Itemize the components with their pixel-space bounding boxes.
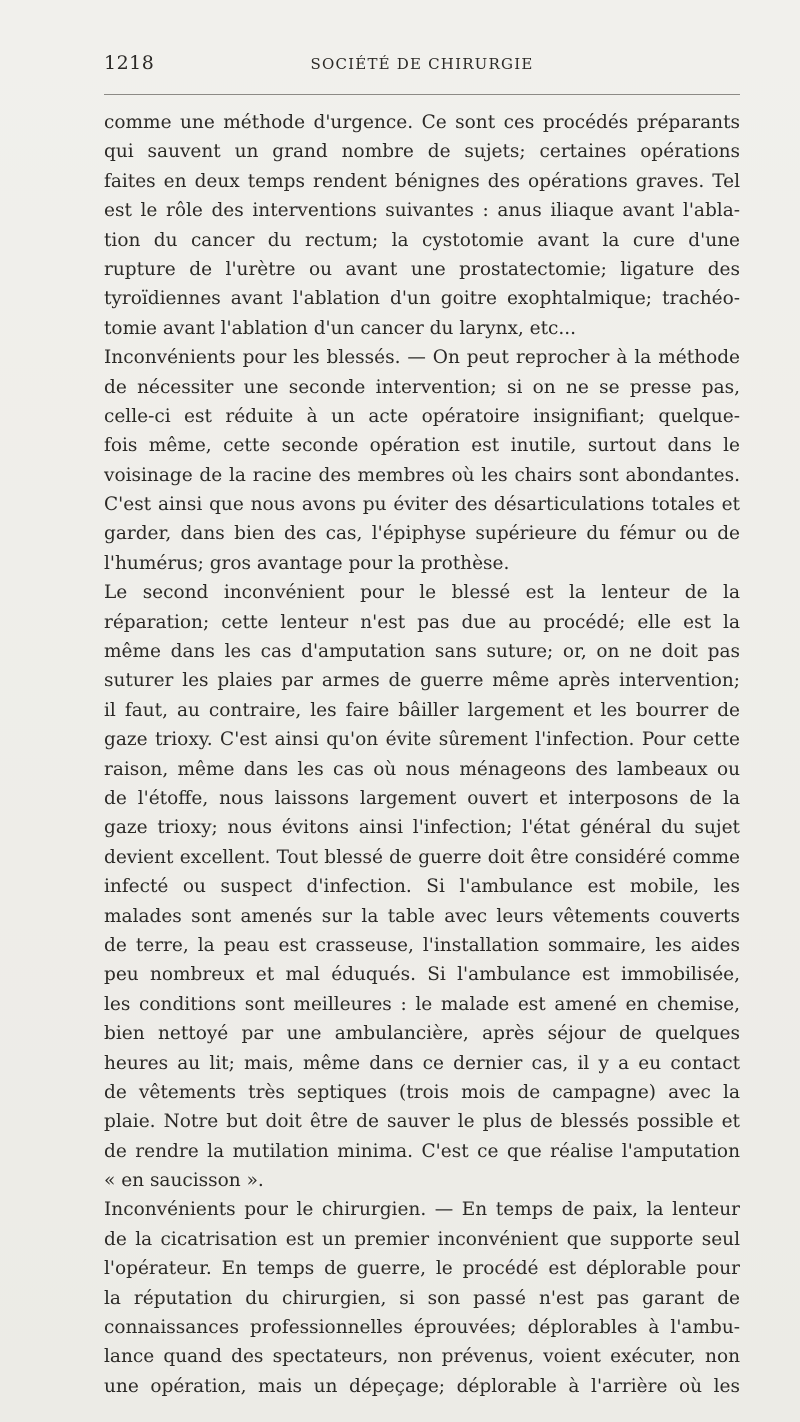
text-line: infecté ou suspect d'infection. Si l'ambulance est mobile, les xyxy=(104,876,740,898)
text-line: de vêtements très septiques (trois mois de campagne) avec la xyxy=(104,1081,740,1103)
running-title: SOCIÉTÉ DE CHIRURGIE xyxy=(310,55,534,73)
text-line: heures au lit; mais, même dans ce dernier cas, il y a eu contact xyxy=(104,1052,740,1074)
text-line: qui sauvent un grand nombre de sujets; certaines opérations xyxy=(104,141,740,163)
text-line: de l'étoffe, nous laissons largement ouvert et interposons de la xyxy=(104,787,740,809)
text-line: suturer les plaies par armes de guerre même après intervention; xyxy=(104,670,740,692)
text-line: il faut, au contraire, les faire bâiller largement et les bourrer de xyxy=(104,699,740,721)
text-line: réparation; cette lenteur n'est pas due au procédé; elle est la xyxy=(104,611,740,633)
text-line: la réputation du chirurgien, si son passé n'est pas garant de xyxy=(104,1287,740,1309)
text-line: Le second inconvénient pour le blessé est la lenteur de la xyxy=(104,582,740,604)
text-line: gaze trioxy. C'est ainsi qu'on évite sûrement l'infection. Pour cette xyxy=(104,729,740,751)
text-line: fois même, cette seconde opération est inutile, surtout dans le xyxy=(104,435,740,457)
text-line: connaissances professionnelles éprouvées; déplorables à l'ambu- xyxy=(104,1317,740,1339)
text-line: comme une méthode d'urgence. Ce sont ces procédés préparants xyxy=(104,112,740,133)
text-line: les conditions sont meilleures : le malade est amené en chemise, xyxy=(104,993,740,1015)
text-line: faites en deux temps rendent bénignes des opérations graves. Tel xyxy=(104,170,740,192)
body-text xyxy=(104,108,740,1401)
text-line: malades sont amenés sur la table avec leurs vêtements couverts xyxy=(104,905,740,927)
text-line: celle-ci est réduite à un acte opératoire insignifiant; quelque- xyxy=(104,405,740,427)
text-line: Inconvénients pour les blessés. — On peut reprocher à la méthode xyxy=(104,347,740,369)
text-line: de rendre la mutilation minima. C'est ce que réalise l'amputation xyxy=(104,1140,740,1162)
text-line: voisinage de la racine des membres où les chairs sont abondantes. xyxy=(104,464,740,486)
text-line: peu nombreux et mal éduqués. Si l'ambulance est immobilisée, xyxy=(104,964,740,986)
page-number: 1218 xyxy=(104,52,155,74)
text-line: garder, dans bien des cas, l'épiphyse supérieure du fémur ou de xyxy=(104,523,740,545)
text-line: raison, même dans les cas où nous ménageons des lambeaux ou xyxy=(104,758,740,780)
text-line: devient excellent. Tout blessé de guerre doit être considéré comme xyxy=(104,846,740,868)
text-line: de nécessiter une seconde intervention; si on ne se presse pas, xyxy=(104,376,740,398)
text-line: de la cicatrisation est un premier inconvénient que supporte seul xyxy=(104,1228,740,1250)
text-line: « en saucisson ». xyxy=(104,1170,264,1192)
text-line: plaie. Notre but doit être de sauver le plus de blessés possible et xyxy=(104,1111,740,1133)
text-line: rupture de l'urètre ou avant une prostatectomie; ligature des xyxy=(104,258,740,280)
text-line: tyroïdiennes avant l'ablation d'un goitre exophtalmique; trachéo- xyxy=(104,288,740,310)
text-line: gaze trioxy; nous évitons ainsi l'infection; l'état général du sujet xyxy=(104,817,740,839)
page-header xyxy=(104,52,740,78)
text-line: C'est ainsi que nous avons pu éviter des désarticulations totales et xyxy=(104,494,740,516)
text-line: tion du cancer du rectum; la cystotomie avant la cure d'une xyxy=(104,229,740,251)
text-line: une opération, mais un dépeçage; déplorable à l'arrière où les xyxy=(104,1375,740,1397)
text-line: est le rôle des interventions suivantes : anus iliaque avant l'abla- xyxy=(104,200,740,222)
header-rule xyxy=(104,94,740,95)
text-line: lance quand des spectateurs, non prévenus, voient exécuter, non xyxy=(104,1346,740,1368)
text-line: l'humérus; gros avantage pour la prothèse. xyxy=(104,552,510,574)
text-line: de terre, la peau est crasseuse, l'installation sommaire, les aides xyxy=(104,934,740,956)
text-line: Inconvénients pour le chirurgien. — En temps de paix, la lenteur xyxy=(104,1199,740,1221)
text-line: l'opérateur. En temps de guerre, le procédé est déplorable pour xyxy=(104,1258,740,1280)
text-line: tomie avant l'ablation d'un cancer du larynx, etc... xyxy=(104,317,577,339)
text-line: même dans les cas d'amputation sans suture; or, on ne doit pas xyxy=(104,641,740,663)
text-line: bien nettoyé par une ambulancière, après séjour de quelques xyxy=(104,1023,740,1045)
